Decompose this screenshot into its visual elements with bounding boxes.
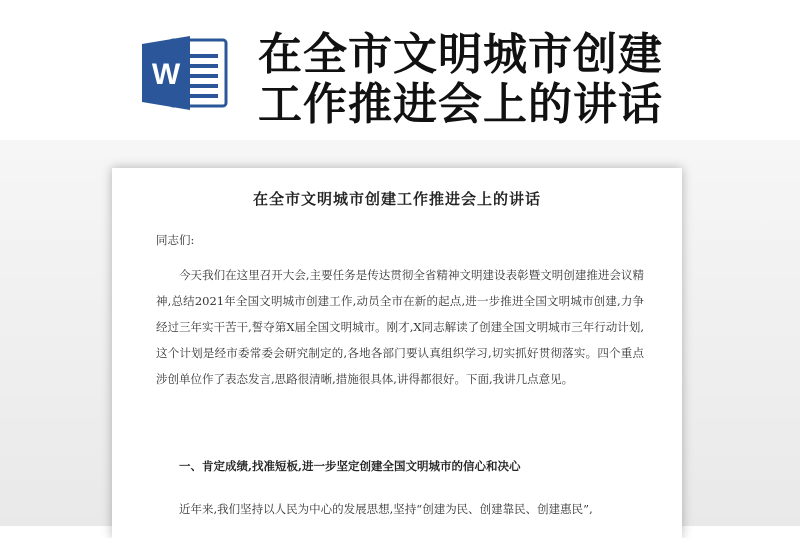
- word-document-icon: [140, 34, 230, 112]
- banner: [0, 0, 800, 140]
- body-paragraph: 今天我们在这里召开大会,主要任务是传达贯彻全省精神文明建设表彰暨文明创建推进会议精神,总结2021年全国文明城市创建工作,动员全市在新的起点,进一步推进全国文明城市创建,力争经过三年实干苦干,誓夺第X届全国文明城市。刚才,X同志解读了创建全国文明城市三年行动计划,这个计划是经市委常委会研究制定的,各地各部门要认真组织学习,切实抓好贯彻落实。四个重点涉创单位作了表态发言,思路很清晰,措施很具体,讲得都很好。下面,我讲几点意见。: [156, 268, 644, 386]
- salutation: 同志们:: [156, 233, 195, 247]
- document-title: 在全市文明城市创建工作推进会上的讲话: [252, 190, 541, 208]
- section-heading: 一、肯定成绩,找准短板,进一步坚定创建全国文明城市的信心和决心: [179, 459, 521, 473]
- banner-title: 在全市文明城市创建工作推进会上的讲话: [258, 29, 663, 130]
- logo-letter: W: [151, 58, 181, 91]
- document-page: [112, 168, 682, 538]
- body-paragraph: 近年来,我们坚持以人民为中心的发展思想,坚持“创建为民、创建靠民、创建惠民”,: [179, 502, 593, 516]
